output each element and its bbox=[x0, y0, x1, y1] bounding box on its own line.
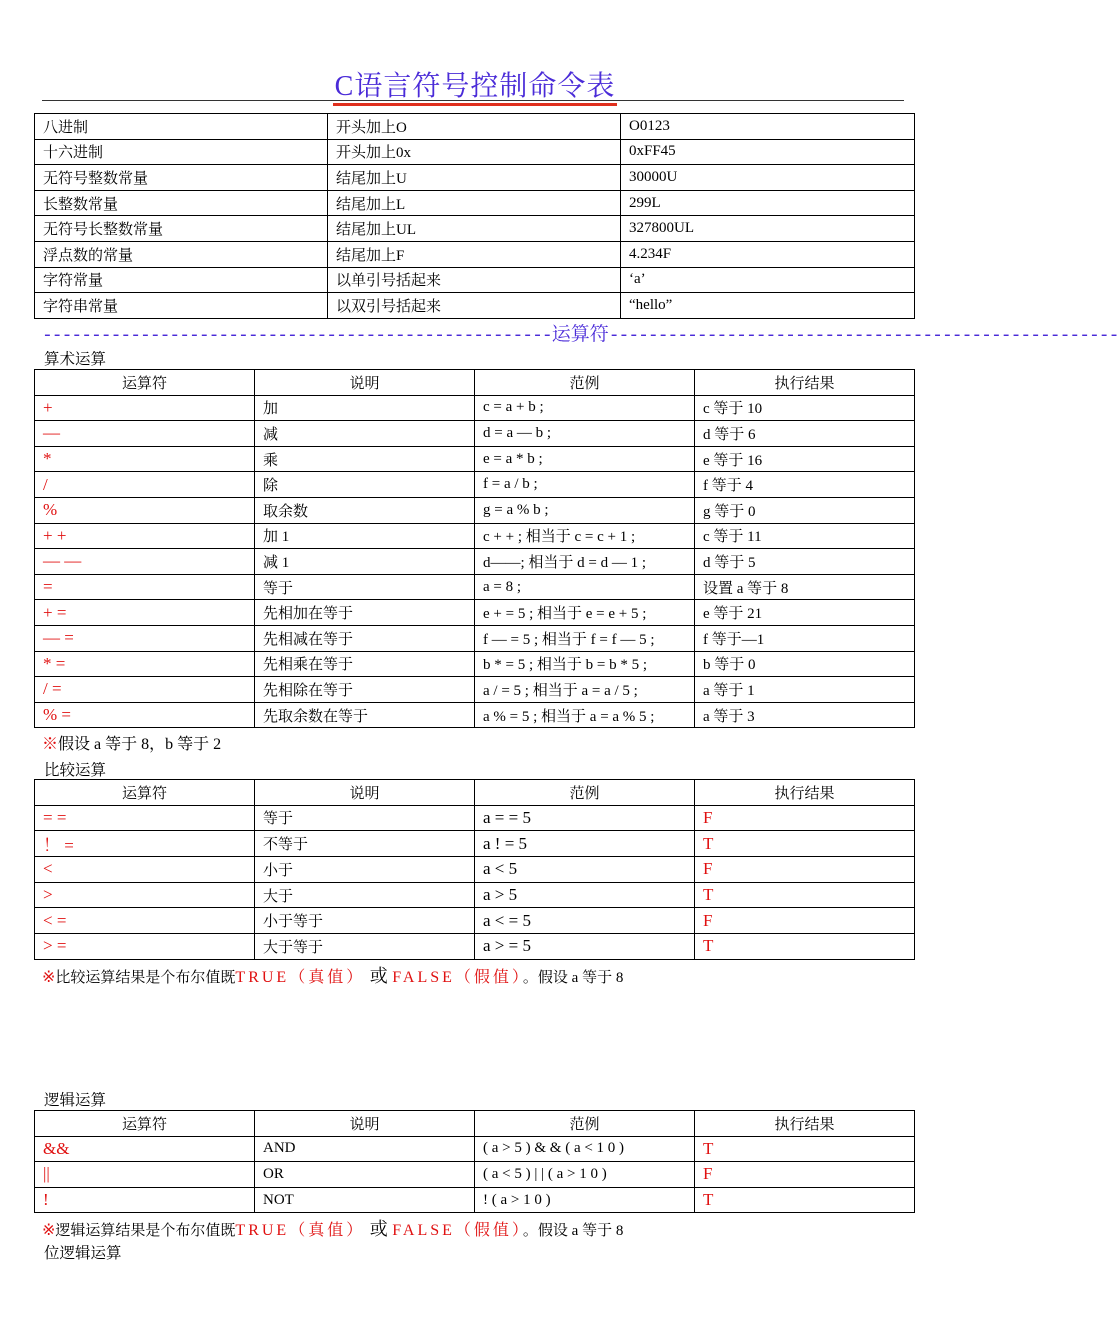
column-header: 执行结果 bbox=[695, 1111, 915, 1137]
table-cell: 开头加上O bbox=[328, 114, 621, 140]
table-cell: 大于等于 bbox=[255, 933, 475, 959]
table-cell: 长整数常量 bbox=[35, 190, 328, 216]
table-cell: 先相加在等于 bbox=[255, 600, 475, 626]
table-header-row bbox=[35, 1111, 915, 1137]
table-cell: e = a * b ; bbox=[475, 446, 695, 472]
table-row bbox=[35, 114, 915, 140]
table-cell: + = bbox=[35, 600, 255, 626]
table-cell: — — bbox=[35, 549, 255, 575]
table-cell: 设置 a 等于 8 bbox=[695, 574, 915, 600]
table-cell: b 等于 0 bbox=[695, 651, 915, 677]
table-cell: 大于 bbox=[255, 882, 475, 908]
table-cell: 减 bbox=[255, 421, 475, 447]
page-title bbox=[0, 64, 950, 104]
table-cell: || bbox=[35, 1162, 255, 1188]
table-row bbox=[35, 1136, 915, 1162]
compare-note-or: 或 bbox=[365, 966, 393, 986]
table-row bbox=[35, 882, 915, 908]
logic-note-b: 。假设 a 等于 8 bbox=[522, 1223, 624, 1239]
table-cell: OR bbox=[255, 1162, 475, 1188]
table-cell: T bbox=[695, 1136, 915, 1162]
table-cell: % bbox=[35, 497, 255, 523]
table-cell: ‘a’ bbox=[621, 267, 915, 293]
logic-table bbox=[34, 1110, 915, 1213]
table-cell: 30000U bbox=[621, 165, 915, 191]
logic-note bbox=[42, 1215, 623, 1241]
table-cell: T bbox=[695, 882, 915, 908]
compare-table bbox=[34, 779, 915, 960]
table-cell: 先相乘在等于 bbox=[255, 651, 475, 677]
table-cell: — = bbox=[35, 625, 255, 651]
table-cell: T bbox=[695, 1187, 915, 1213]
constants-table bbox=[34, 113, 915, 319]
divider-label: 运算符 bbox=[551, 324, 609, 345]
operators-divider bbox=[42, 319, 1118, 346]
table-cell: 327800UL bbox=[621, 216, 915, 242]
table-cell: T bbox=[695, 831, 915, 857]
table-cell: NOT bbox=[255, 1187, 475, 1213]
table-cell: / bbox=[35, 472, 255, 498]
table-row bbox=[35, 395, 915, 421]
table-cell: < = bbox=[35, 908, 255, 934]
column-header: 执行结果 bbox=[695, 780, 915, 806]
table-cell: a = 8 ; bbox=[475, 574, 695, 600]
table-cell: — bbox=[35, 421, 255, 447]
bitwise-label: 位逻辑运算 bbox=[44, 1245, 122, 1262]
table-cell: 先相除在等于 bbox=[255, 677, 475, 703]
table-cell: a > 5 bbox=[475, 882, 695, 908]
column-header: 说明 bbox=[255, 1111, 475, 1137]
table-cell: > = bbox=[35, 933, 255, 959]
column-header: 运算符 bbox=[35, 1111, 255, 1137]
table-cell: F bbox=[695, 908, 915, 934]
compare-note-b: 。假设 a 等于 8 bbox=[522, 970, 624, 986]
table-cell: 加 1 bbox=[255, 523, 475, 549]
table-cell: 4.234F bbox=[621, 241, 915, 267]
table-cell: 299L bbox=[621, 190, 915, 216]
table-cell: = = bbox=[35, 805, 255, 831]
table-cell: f = a / b ; bbox=[475, 472, 695, 498]
table-row bbox=[35, 497, 915, 523]
table-row bbox=[35, 139, 915, 165]
table-cell: 结尾加上F bbox=[328, 241, 621, 267]
table-cell: O0123 bbox=[621, 114, 915, 140]
compare-note bbox=[42, 962, 623, 988]
divider-dashes-right: ---------------------------------------------------- bbox=[608, 326, 1118, 346]
table-row bbox=[35, 933, 915, 959]
table-cell: T bbox=[695, 933, 915, 959]
table-cell: < bbox=[35, 857, 255, 883]
table-cell: 加 bbox=[255, 395, 475, 421]
table-cell: F bbox=[695, 805, 915, 831]
title-rule bbox=[42, 100, 904, 101]
table-row bbox=[35, 216, 915, 242]
table-cell: = bbox=[35, 574, 255, 600]
table-cell: 乘 bbox=[255, 446, 475, 472]
table-cell: 字符串常量 bbox=[35, 293, 328, 319]
table-cell: e 等于 21 bbox=[695, 600, 915, 626]
divider-dashes-left: ---------------------------------------------------- bbox=[42, 326, 552, 346]
table-row bbox=[35, 805, 915, 831]
table-row bbox=[35, 549, 915, 575]
table-cell: “hello” bbox=[621, 293, 915, 319]
table-cell: ( a < 5 ) | | ( a > 1 0 ) bbox=[475, 1162, 695, 1188]
table-row bbox=[35, 523, 915, 549]
table-cell: 字符常量 bbox=[35, 267, 328, 293]
table-cell: 先相减在等于 bbox=[255, 625, 475, 651]
table-row bbox=[35, 908, 915, 934]
compare-label: 比较运算 bbox=[44, 762, 107, 779]
table-cell: * bbox=[35, 446, 255, 472]
table-cell: a ! = 5 bbox=[475, 831, 695, 857]
column-header: 说明 bbox=[255, 780, 475, 806]
table-cell: * = bbox=[35, 651, 255, 677]
table-cell: + bbox=[35, 395, 255, 421]
arith-note-text: 假设 a 等于 8，b 等于 2 bbox=[58, 736, 222, 753]
table-row bbox=[35, 574, 915, 600]
table-cell: a 等于 3 bbox=[695, 702, 915, 728]
table-row bbox=[35, 857, 915, 883]
table-cell: g = a % b ; bbox=[475, 497, 695, 523]
table-cell: 等于 bbox=[255, 805, 475, 831]
table-row bbox=[35, 1162, 915, 1188]
table-cell: c = a + b ; bbox=[475, 395, 695, 421]
column-header: 范例 bbox=[475, 1111, 695, 1137]
table-cell: 结尾加上L bbox=[328, 190, 621, 216]
table-cell: > bbox=[35, 882, 255, 908]
logic-note-or: 或 bbox=[365, 1219, 393, 1239]
table-cell: d = a — b ; bbox=[475, 421, 695, 447]
table-row bbox=[35, 677, 915, 703]
table-cell: a / = 5 ; 相当于 a = a / 5 ; bbox=[475, 677, 695, 703]
table-cell: F bbox=[695, 1162, 915, 1188]
table-cell: c 等于 10 bbox=[695, 395, 915, 421]
title-text: C语言符号控制命令表 bbox=[333, 71, 618, 106]
table-cell: 减 1 bbox=[255, 549, 475, 575]
table-cell: f 等于—1 bbox=[695, 625, 915, 651]
arith-label: 算术运算 bbox=[44, 351, 107, 368]
table-cell: 无符号长整数常量 bbox=[35, 216, 328, 242]
table-cell: + + bbox=[35, 523, 255, 549]
table-cell: 十六进制 bbox=[35, 139, 328, 165]
logic-note-true: TRUE（真值） bbox=[235, 1222, 366, 1239]
table-cell: && bbox=[35, 1136, 255, 1162]
compare-note-a: 比较运算结果是个布尔值既 bbox=[55, 970, 236, 986]
logic-note-false: FALSE（假值） bbox=[392, 1222, 523, 1239]
table-row bbox=[35, 190, 915, 216]
table-row bbox=[35, 472, 915, 498]
table-row bbox=[35, 702, 915, 728]
table-cell: ! bbox=[35, 1187, 255, 1213]
table-cell: d 等于 6 bbox=[695, 421, 915, 447]
table-row bbox=[35, 267, 915, 293]
table-cell: d——; 相当于 d = d — 1 ; bbox=[475, 549, 695, 575]
table-cell: 小于 bbox=[255, 857, 475, 883]
table-cell: c + + ; 相当于 c = c + 1 ; bbox=[475, 523, 695, 549]
table-cell: a 等于 1 bbox=[695, 677, 915, 703]
table-cell: e + = 5 ; 相当于 e = e + 5 ; bbox=[475, 600, 695, 626]
table-cell: 以单引号括起来 bbox=[328, 267, 621, 293]
table-cell: ! ( a > 1 0 ) bbox=[475, 1187, 695, 1213]
table-cell: 取余数 bbox=[255, 497, 475, 523]
table-cell: a % = 5 ; 相当于 a = a % 5 ; bbox=[475, 702, 695, 728]
table-cell: c 等于 11 bbox=[695, 523, 915, 549]
table-cell: 先取余数在等于 bbox=[255, 702, 475, 728]
table-cell: % = bbox=[35, 702, 255, 728]
table-cell: / = bbox=[35, 677, 255, 703]
table-cell: 结尾加上UL bbox=[328, 216, 621, 242]
table-cell: a > = 5 bbox=[475, 933, 695, 959]
table-cell: g 等于 0 bbox=[695, 497, 915, 523]
compare-note-false: FALSE（假值） bbox=[392, 969, 523, 986]
column-header: 运算符 bbox=[35, 370, 255, 396]
table-cell: 无符号整数常量 bbox=[35, 165, 328, 191]
logic-note-a: 逻辑运算结果是个布尔值既 bbox=[55, 1223, 236, 1239]
compare-note-true: TRUE（真值） bbox=[235, 969, 366, 986]
table-row bbox=[35, 421, 915, 447]
table-row bbox=[35, 293, 915, 319]
table-row bbox=[35, 600, 915, 626]
table-row bbox=[35, 651, 915, 677]
table-cell: 以双引号括起来 bbox=[328, 293, 621, 319]
column-header: 范例 bbox=[475, 780, 695, 806]
table-row bbox=[35, 446, 915, 472]
table-cell: 除 bbox=[255, 472, 475, 498]
table-cell: ！ = bbox=[35, 831, 255, 857]
table-header-row bbox=[35, 370, 915, 396]
note-symbol: ※ bbox=[42, 736, 59, 753]
arith-note bbox=[42, 731, 221, 754]
note-symbol: ※ bbox=[42, 969, 56, 986]
table-cell: ( a > 5 ) & & ( a < 1 0 ) bbox=[475, 1136, 695, 1162]
table-cell: f 等于 4 bbox=[695, 472, 915, 498]
arith-table bbox=[34, 369, 915, 728]
table-row bbox=[35, 831, 915, 857]
table-row bbox=[35, 241, 915, 267]
table-cell: e 等于 16 bbox=[695, 446, 915, 472]
table-cell: 小于等于 bbox=[255, 908, 475, 934]
column-header: 范例 bbox=[475, 370, 695, 396]
column-header: 执行结果 bbox=[695, 370, 915, 396]
table-header-row bbox=[35, 780, 915, 806]
table-cell: f — = 5 ; 相当于 f = f — 5 ; bbox=[475, 625, 695, 651]
table-row bbox=[35, 625, 915, 651]
table-cell: 八进制 bbox=[35, 114, 328, 140]
table-cell: d 等于 5 bbox=[695, 549, 915, 575]
table-cell: 等于 bbox=[255, 574, 475, 600]
table-cell: a < 5 bbox=[475, 857, 695, 883]
column-header: 运算符 bbox=[35, 780, 255, 806]
table-cell: AND bbox=[255, 1136, 475, 1162]
table-cell: 结尾加上U bbox=[328, 165, 621, 191]
note-symbol: ※ bbox=[42, 1222, 56, 1239]
table-cell: 0xFF45 bbox=[621, 139, 915, 165]
table-cell: F bbox=[695, 857, 915, 883]
table-row bbox=[35, 1187, 915, 1213]
table-cell: 浮点数的常量 bbox=[35, 241, 328, 267]
table-cell: a = = 5 bbox=[475, 805, 695, 831]
column-header: 说明 bbox=[255, 370, 475, 396]
table-cell: a < = 5 bbox=[475, 908, 695, 934]
table-cell: 不等于 bbox=[255, 831, 475, 857]
table-row bbox=[35, 165, 915, 191]
table-cell: b * = 5 ; 相当于 b = b * 5 ; bbox=[475, 651, 695, 677]
logic-label: 逻辑运算 bbox=[44, 1092, 107, 1109]
table-cell: 开头加上0x bbox=[328, 139, 621, 165]
